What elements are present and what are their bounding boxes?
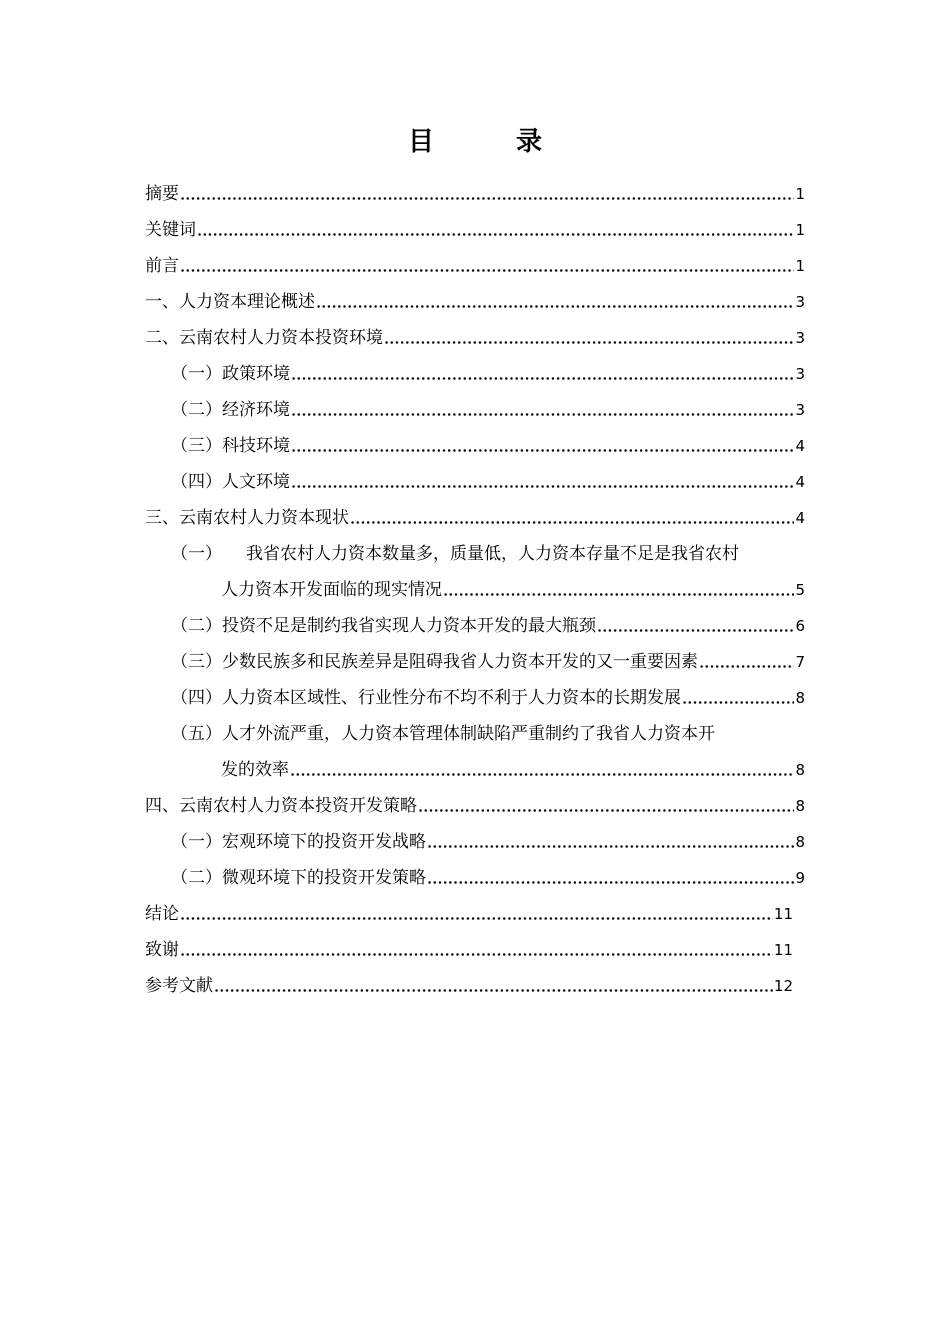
page-title: 目 录	[407, 127, 570, 157]
toc-entry-label: （五）人才外流严重，人力资本管理体制缺陷严重制约了我省人力资本开	[171, 724, 715, 744]
toc-entry-3-5-continued[interactable]	[145, 752, 805, 788]
toc-page-number: 11	[773, 941, 793, 959]
toc-page-number: 3	[795, 293, 805, 311]
toc-page-number: 8	[795, 689, 805, 707]
toc-entry-2-3[interactable]	[145, 428, 805, 464]
dot-leader	[180, 248, 794, 284]
toc-entry-label: （二）投资不足是制约我省实现人力资本开发的最大瓶颈	[171, 616, 596, 636]
toc-entry-4-2[interactable]	[145, 860, 805, 896]
toc-entry-label: （一）宏观环境下的投资开发战略	[171, 832, 426, 852]
toc-page-number: 4	[795, 509, 805, 527]
toc-entry-3-5[interactable]	[145, 716, 805, 752]
toc-entry-label: 关键词	[145, 220, 196, 240]
toc-entry-label: 摘要	[145, 184, 179, 204]
toc-entry-label: 一、人力资本理论概述	[145, 292, 315, 312]
toc-entry-label: （一）政策环境	[171, 364, 290, 384]
toc-page-number: 8	[795, 833, 805, 851]
toc-entry-preface[interactable]	[145, 248, 805, 284]
toc-page-number: 8	[795, 797, 805, 815]
dot-leader	[384, 320, 794, 356]
toc-page-number: 1	[795, 257, 805, 275]
toc-page-number: 11	[773, 905, 793, 923]
toc-entry-conclusion[interactable]	[145, 896, 805, 932]
toc-page-number: 1	[795, 221, 805, 239]
dot-leader	[699, 644, 794, 680]
toc-entry-label: 参考文献	[145, 976, 213, 996]
dot-leader	[291, 392, 794, 428]
dot-leader	[180, 176, 794, 212]
toc-entry-label: 人力资本开发面临的现实情况	[221, 580, 442, 600]
toc-page-number: 6	[795, 617, 805, 635]
toc-page-number: 7	[795, 653, 805, 671]
toc-entry-label: 发的效率	[221, 760, 289, 780]
dot-leader	[443, 572, 794, 608]
toc-entry-label: 四、云南农村人力资本投资开发策略	[145, 796, 417, 816]
toc-entry-keywords[interactable]	[145, 212, 805, 248]
toc-entry-number: （一）	[171, 544, 222, 564]
dot-leader	[291, 464, 794, 500]
dot-leader	[418, 788, 794, 824]
dot-leader	[214, 968, 773, 1004]
dot-leader	[290, 752, 794, 788]
toc-entry-label: （四）人力资本区域性、行业性分布不均不利于人力资本的长期发展	[171, 688, 681, 708]
toc-page-number: 12	[773, 977, 793, 995]
toc-entry-3-4[interactable]	[145, 680, 805, 716]
toc-page-number: 3	[795, 329, 805, 347]
toc-entry-3-1-continued[interactable]	[145, 572, 805, 608]
toc-entry-label	[171, 536, 739, 572]
toc-page-number: 9	[795, 869, 805, 887]
toc-page-number: 3	[795, 401, 805, 419]
toc-entry-label: 结论	[145, 904, 179, 924]
toc-entry-label: （四）人文环境	[171, 472, 290, 492]
toc-entry-chapter-2[interactable]	[145, 320, 805, 356]
toc-page-number: 3	[795, 365, 805, 383]
toc-entry-chapter-1[interactable]	[145, 284, 805, 320]
toc-entry-acknowledgements[interactable]	[145, 932, 805, 968]
toc-entry-label: 前言	[145, 256, 179, 276]
toc-page-number: 8	[795, 761, 805, 779]
table-of-contents	[145, 176, 805, 1004]
toc-entry-text: 我省农村人力资本数量多，质量低，人力资本存量不足是我省农村	[246, 544, 739, 564]
toc-page-number: 4	[795, 437, 805, 455]
dot-leader	[291, 428, 794, 464]
dot-leader	[597, 608, 794, 644]
dot-leader	[291, 356, 794, 392]
toc-entry-4-1[interactable]	[145, 824, 805, 860]
toc-entry-label: 二、云南农村人力资本投资环境	[145, 328, 383, 348]
toc-entry-label: （二）经济环境	[171, 400, 290, 420]
dot-leader	[180, 896, 773, 932]
dot-leader	[197, 212, 794, 248]
toc-entry-label: （二）微观环境下的投资开发策略	[171, 868, 426, 888]
toc-entry-abstract[interactable]	[145, 176, 805, 212]
toc-entry-label: 三、云南农村人力资本现状	[145, 508, 349, 528]
toc-entry-label: 致谢	[145, 940, 179, 960]
dot-leader	[180, 932, 773, 968]
dot-leader	[682, 680, 794, 716]
toc-entry-2-1[interactable]	[145, 356, 805, 392]
dot-leader	[316, 284, 794, 320]
toc-entry-3-3[interactable]	[145, 644, 805, 680]
toc-entry-2-2[interactable]	[145, 392, 805, 428]
dot-leader	[427, 824, 794, 860]
toc-entry-chapter-3[interactable]	[145, 500, 805, 536]
toc-entry-label: （三）少数民族多和民族差异是阻碍我省人力资本开发的又一重要因素	[171, 652, 698, 672]
toc-page-number: 5	[795, 581, 805, 599]
dot-leader	[427, 860, 794, 896]
toc-entry-chapter-4[interactable]	[145, 788, 805, 824]
toc-entry-2-4[interactable]	[145, 464, 805, 500]
toc-page-number: 1	[795, 185, 805, 203]
toc-entry-references[interactable]	[145, 968, 805, 1004]
toc-entry-label: （三）科技环境	[171, 436, 290, 456]
toc-entry-3-2[interactable]	[145, 608, 805, 644]
toc-entry-3-1[interactable]	[145, 536, 805, 572]
dot-leader	[350, 500, 794, 536]
toc-page-number: 4	[795, 473, 805, 491]
